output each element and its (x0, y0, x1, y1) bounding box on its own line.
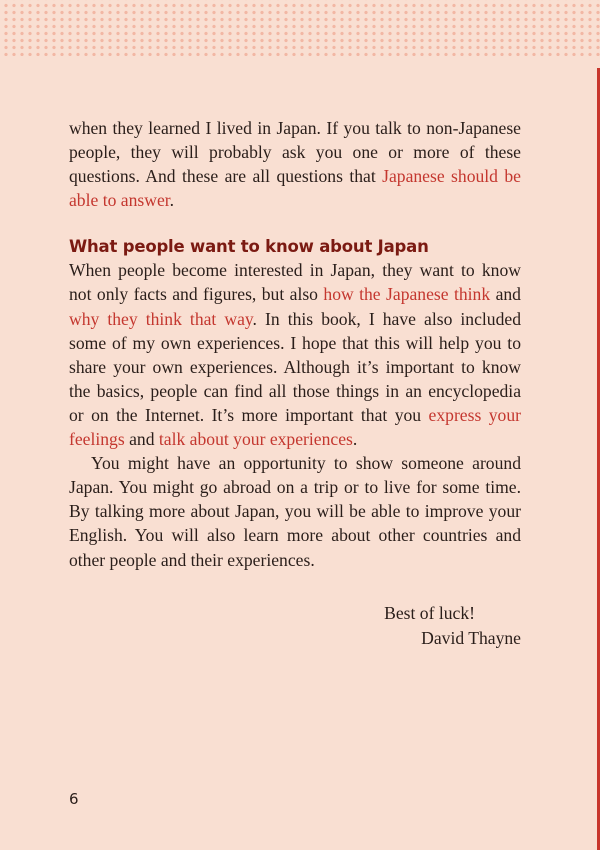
page-body (69, 116, 521, 651)
signoff-greeting: Best of luck! (384, 602, 475, 623)
paragraph-2-text-1: When people become interested in Japan, they want to know not only facts and figures, but also (69, 260, 521, 305)
page-number: 6 (69, 790, 79, 808)
page-edge (600, 0, 604, 850)
paragraph-2-end: . (352, 429, 358, 450)
highlight-why-they-think: why they think that way (69, 308, 253, 329)
dotted-header-pattern (0, 0, 600, 56)
highlight-talk-experiences: talk about your experiences (158, 429, 353, 450)
paragraph-2 (69, 258, 521, 451)
paragraph-2-text-2: and (490, 284, 521, 305)
section-heading: What people want to know about Japan (69, 237, 429, 257)
signoff (69, 601, 521, 651)
paragraph-1-end: . (169, 190, 175, 211)
highlight-express-feelings: express your feelings (69, 404, 521, 450)
paragraph-2-text-3: . In this book, I have also included some of my own experiences. I hope that this will help you to share your own experiences. Although it’s important to know the basics, people can find all those things in an encyclopedia or on the Internet. It’s more important that you (69, 308, 522, 425)
author-name: David Thayne (421, 627, 521, 648)
paragraph-2-text-4: and (124, 429, 159, 450)
paragraph-1-text: when they learned I lived in Japan. If you talk to non-Japanese people, they will probably ask you one or more of these questions. And these are all questions that (69, 118, 521, 187)
highlight-how-japanese-think: how the Japanese think (323, 284, 491, 305)
paragraph-1 (69, 116, 521, 212)
paragraph-3: You might have an opportunity to show someone around Japan. You might go abroad on a trip or to live for some time. By talking more about Japan, you will be able to improve your English. You will also learn more about other countries and other people and their experiences. (69, 453, 521, 570)
page-edge-red-stripe (597, 68, 600, 850)
highlight-japanese-should-answer: Japanese should be able to answer (69, 166, 521, 211)
